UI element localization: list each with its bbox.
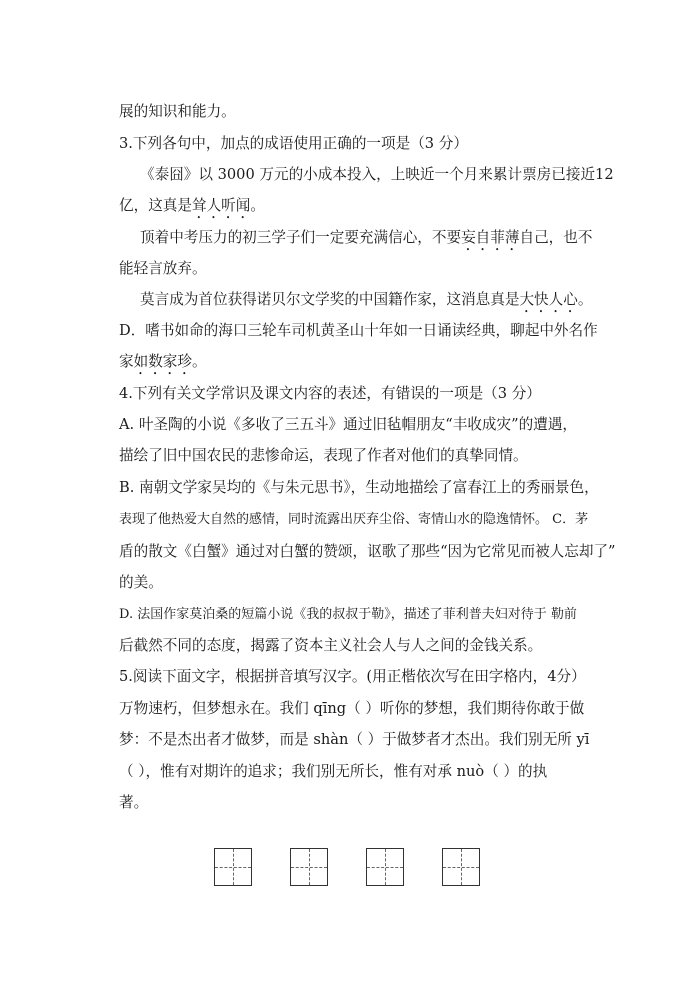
option-a-line: 《泰囧》以 3000 万元的小成本投入，上映近一个月来累计票房已接近12: [140, 166, 614, 183]
option-c-line: 莫言成为首位获得诺贝尔文学奖的中国籍作家，这消息真是大快人心。: [140, 291, 593, 308]
option-b-line: 能轻言放弃。: [119, 260, 207, 277]
option-d-line: 后截然不同的态度，揭露了资本主义社会人与人之间的金钱关系。: [119, 637, 543, 654]
option-a-line: 亿，这真是耸人听闻。: [119, 197, 265, 214]
passage-line: （ ），惟有对期许的追求；我们别无所长，惟有对承 nuò（ ）的执: [119, 763, 548, 780]
passage-line: 万物速朽，但梦想永在。我们 qīng（ ）听你的梦想，我们期待你敢于做: [119, 700, 585, 717]
tianzige-box-2[interactable]: [290, 848, 328, 886]
option-a-line: A. 叶圣陶的小说《多收了三五斗》通过旧毡帽朋友“丰收成灾”的遭遇，: [119, 416, 577, 433]
option-d-line: D．嗜书如命的海口三轮车司机黄圣山十年如一日诵读经典，聊起中外名作: [119, 322, 598, 339]
option-c-line: 的美。: [119, 574, 163, 591]
passage-line: 著。: [119, 794, 149, 811]
option-d-line: 家如数家珍。: [119, 353, 207, 370]
tianzige-box-1[interactable]: [214, 848, 252, 886]
question-4-stem: 4.下列有关文学常识及课文内容的表述，有错误的一项是（3 分）: [119, 385, 541, 402]
dotted-idiom: 如数家珍: [133, 353, 192, 370]
dotted-idiom: 耸人听闻: [191, 197, 251, 214]
text-line: 展的知识和能力。: [119, 103, 236, 120]
tianzige-box-3[interactable]: [366, 848, 404, 886]
option-c-line: 盾的散文《白蟹》通过对白蟹的赞颂，讴歌了那些“因为它常见而被人忘却了”: [119, 543, 616, 560]
passage-line: 梦：不是杰出者才做梦，而是 shàn（ ）于做梦者才杰出。我们别无所 yī: [119, 731, 590, 748]
option-b-line: 表现了他热爱大自然的感情，同时流露出厌弃尘俗、寄情山水的隐逸情怀。 C．茅: [119, 512, 589, 527]
tianzige-box-4[interactable]: [442, 848, 480, 886]
dotted-idiom: 妄自菲薄: [461, 229, 520, 246]
option-d-line: D. 法国作家莫泊桑的短篇小说《我的叔叔于勒》，描述了菲利普夫妇对待于 勒前: [119, 607, 577, 622]
question-5-stem: 5.阅读下面文字，根据拼音填写汉字。(用正楷依次写在田字格内，4分）: [119, 668, 586, 685]
dotted-idiom: 大快人心: [519, 291, 578, 308]
option-b-line: B. 南朝文学家吴均的《与朱元思书》，生动地描绘了富春江上的秀丽景色，: [119, 479, 599, 496]
option-b-line: 顶着中考压力的初三学子们一定要充满信心，不要妄自菲薄自己，也不: [140, 229, 593, 246]
option-a-line: 描绘了旧中国农民的悲惨命运，表现了作者对他们的真挚同情。: [119, 447, 528, 464]
question-3-stem: 3.下列各句中，加点的成语使用正确的一项是（3 分）: [119, 135, 468, 152]
